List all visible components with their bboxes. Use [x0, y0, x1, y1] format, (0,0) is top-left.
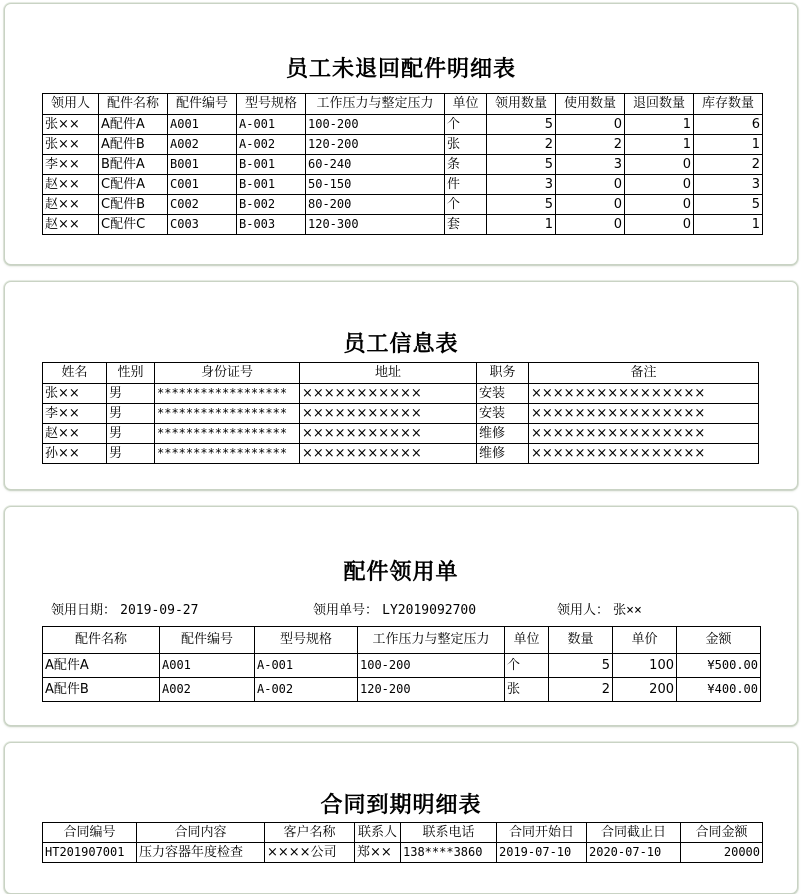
table-cell: A-001 [237, 115, 306, 135]
table-cell: 男 [107, 424, 155, 444]
table-cell: 李×× [43, 404, 107, 424]
table-cell: A-002 [237, 135, 306, 155]
table-cell: 张 [445, 135, 487, 155]
contract-expiry-table [42, 822, 763, 863]
table-cell: B-003 [237, 215, 306, 235]
table-cell: 120-300 [306, 215, 445, 235]
table-cell: 2 [556, 135, 625, 155]
employee-info-title: 员工信息表 [343, 331, 459, 357]
table-cell: 120-200 [358, 678, 505, 702]
column-header: 配件名称 [43, 627, 160, 654]
table-cell: 压力容器年度检查 [137, 843, 265, 863]
table-cell: A001 [160, 654, 255, 678]
column-header: 使用数量 [556, 94, 625, 115]
table-cell: 5 [487, 155, 556, 175]
table-cell: B-002 [237, 195, 306, 215]
table-cell: 1 [625, 135, 694, 155]
column-header: 姓名 [43, 363, 107, 384]
table-cell: 张×× [43, 115, 99, 135]
table-cell: 条 [445, 155, 487, 175]
table-cell: 个 [445, 195, 487, 215]
column-header: 库存数量 [694, 94, 763, 115]
column-header: 性别 [107, 363, 155, 384]
table-cell: 2 [694, 155, 763, 175]
table-cell: A-002 [255, 678, 358, 702]
table-cell: ****************** [155, 384, 300, 404]
column-header: 单位 [505, 627, 549, 654]
table-header-row [43, 823, 763, 843]
table-cell: 5 [694, 195, 763, 215]
table-cell: 安装 [477, 404, 529, 424]
table-cell: C001 [168, 175, 237, 195]
table-cell: C003 [168, 215, 237, 235]
column-header: 配件编号 [160, 627, 255, 654]
table-cell: 5 [487, 115, 556, 135]
table-cell: A001 [168, 115, 237, 135]
table-cell: 1 [694, 135, 763, 155]
table-header-row [43, 363, 759, 384]
table-cell: C配件C [99, 215, 168, 235]
column-header: 退回数量 [625, 94, 694, 115]
table-cell: A配件B [99, 135, 168, 155]
table-cell: ××××公司 [265, 843, 355, 863]
table-cell: 5 [487, 195, 556, 215]
table-cell: 2 [549, 678, 613, 702]
column-header: 身份证号 [155, 363, 300, 384]
column-header: 备注 [529, 363, 759, 384]
column-header: 金额 [677, 627, 761, 654]
table-cell: 6 [694, 115, 763, 135]
table-cell: 0 [556, 215, 625, 235]
table-cell: 个 [505, 654, 549, 678]
table-cell: A002 [168, 135, 237, 155]
table-cell: 100-200 [358, 654, 505, 678]
table-cell: ****************** [155, 444, 300, 464]
column-header: 工作压力与整定压力 [306, 94, 445, 115]
requisition-person [557, 599, 642, 618]
unreturned-parts-title: 员工未退回配件明细表 [285, 56, 516, 82]
requisition-order-label: 领用单号： [313, 603, 379, 618]
table-cell: 20000 [681, 843, 763, 863]
table-cell: B001 [168, 155, 237, 175]
column-header: 型号规格 [237, 94, 306, 115]
table-row [43, 195, 763, 215]
table-cell: 1 [694, 215, 763, 235]
table-cell: C002 [168, 195, 237, 215]
table-cell: 3 [556, 155, 625, 175]
table-cell: 3 [487, 175, 556, 195]
column-header: 工作压力与整定压力 [358, 627, 505, 654]
table-cell: A配件B [43, 678, 160, 702]
table-cell: ×××××××××××××××× [529, 404, 759, 424]
table-cell: 2020-07-10 [587, 843, 681, 863]
table-row [43, 424, 759, 444]
table-cell: B配件A [99, 155, 168, 175]
column-header: 数量 [549, 627, 613, 654]
column-header: 合同截止日 [587, 823, 681, 843]
table-cell: 0 [625, 175, 694, 195]
column-header: 职务 [477, 363, 529, 384]
table-cell: 0 [625, 215, 694, 235]
table-cell: 男 [107, 444, 155, 464]
table-row [43, 135, 763, 155]
requisition-date [51, 599, 198, 618]
table-cell: 5 [549, 654, 613, 678]
table-cell: 件 [445, 175, 487, 195]
panel-parts-requisition [4, 506, 798, 726]
table-cell: 套 [445, 215, 487, 235]
requisition-person-value: 张×× [613, 603, 642, 618]
table-cell: ×××××××××××××××× [529, 424, 759, 444]
table-cell: A配件A [43, 654, 160, 678]
requisition-date-value: 2019-09-27 [120, 603, 199, 618]
table-row [43, 175, 763, 195]
table-cell: ××××××××××× [300, 444, 477, 464]
table-cell: 李×× [43, 155, 99, 175]
column-header: 配件名称 [99, 94, 168, 115]
requisition-person-label: 领用人： [557, 603, 610, 618]
table-row [43, 444, 759, 464]
table-cell: 赵×× [43, 215, 99, 235]
table-cell: ×××××××××××××××× [529, 384, 759, 404]
table-cell: C配件A [99, 175, 168, 195]
table-cell: 张×× [43, 135, 99, 155]
column-header: 地址 [300, 363, 477, 384]
table-cell: 60-240 [306, 155, 445, 175]
column-header: 配件编号 [168, 94, 237, 115]
table-cell: 安装 [477, 384, 529, 404]
table-cell: A002 [160, 678, 255, 702]
table-cell: 0 [556, 175, 625, 195]
table-cell: 孙×× [43, 444, 107, 464]
table-cell: 2019-07-10 [497, 843, 587, 863]
requisition-table [42, 626, 761, 702]
table-cell: 3 [694, 175, 763, 195]
table-cell: 赵×× [43, 175, 99, 195]
table-cell: 张×× [43, 384, 107, 404]
contract-expiry-title: 合同到期明细表 [320, 792, 482, 818]
table-cell: 0 [556, 195, 625, 215]
table-cell: 郑×× [355, 843, 401, 863]
table-cell: 80-200 [306, 195, 445, 215]
table-row [43, 404, 759, 424]
column-header: 客户名称 [265, 823, 355, 843]
table-cell: ××××××××××× [300, 384, 477, 404]
table-cell: 120-200 [306, 135, 445, 155]
panel-contract-expiry [4, 742, 798, 894]
table-cell: B-001 [237, 175, 306, 195]
table-cell: 200 [613, 678, 677, 702]
column-header: 单价 [613, 627, 677, 654]
table-cell: ¥500.00 [677, 654, 761, 678]
column-header: 合同金额 [681, 823, 763, 843]
table-cell: 赵×× [43, 424, 107, 444]
table-row [43, 678, 761, 702]
panel-unreturned-parts [4, 3, 798, 265]
employee-info-table [42, 362, 759, 464]
requisition-date-label: 领用日期： [51, 603, 117, 618]
column-header: 合同开始日 [497, 823, 587, 843]
table-cell: 赵×× [43, 195, 99, 215]
table-cell: 2 [487, 135, 556, 155]
table-cell: ****************** [155, 424, 300, 444]
table-cell: ¥400.00 [677, 678, 761, 702]
table-cell: 50-150 [306, 175, 445, 195]
table-cell: 138****3860 [401, 843, 497, 863]
table-cell: A配件A [99, 115, 168, 135]
table-header-row [43, 627, 761, 654]
table-row [43, 115, 763, 135]
unreturned-parts-table [42, 93, 763, 235]
column-header: 联系人 [355, 823, 401, 843]
table-cell: 维修 [477, 424, 529, 444]
table-cell: 0 [625, 155, 694, 175]
table-row [43, 155, 763, 175]
table-cell: 维修 [477, 444, 529, 464]
column-header: 联系电话 [401, 823, 497, 843]
column-header: 型号规格 [255, 627, 358, 654]
table-cell: ×××××××××××××××× [529, 444, 759, 464]
table-cell: ××××××××××× [300, 424, 477, 444]
column-header: 合同编号 [43, 823, 137, 843]
table-cell: C配件B [99, 195, 168, 215]
column-header: 合同内容 [137, 823, 265, 843]
table-cell: 0 [556, 115, 625, 135]
table-cell: A-001 [255, 654, 358, 678]
table-row [43, 384, 759, 404]
column-header: 领用人 [43, 94, 99, 115]
table-cell: 1 [625, 115, 694, 135]
column-header: 单位 [445, 94, 487, 115]
table-cell: 男 [107, 404, 155, 424]
requisition-order-value: LY2019092700 [382, 603, 477, 618]
table-cell: B-001 [237, 155, 306, 175]
table-cell: ****************** [155, 404, 300, 424]
table-row [43, 654, 761, 678]
table-cell: 100 [613, 654, 677, 678]
requisition-title: 配件领用单 [343, 559, 459, 585]
table-cell: ××××××××××× [300, 404, 477, 424]
requisition-order-no [313, 599, 476, 618]
panel-employee-info [4, 281, 798, 490]
table-cell: 个 [445, 115, 487, 135]
table-cell: 男 [107, 384, 155, 404]
table-cell: 1 [487, 215, 556, 235]
table-row [43, 843, 763, 863]
column-header: 领用数量 [487, 94, 556, 115]
table-row [43, 215, 763, 235]
table-header-row [43, 94, 763, 115]
table-cell: 100-200 [306, 115, 445, 135]
table-cell: 张 [505, 678, 549, 702]
table-cell: HT201907001 [43, 843, 137, 863]
table-cell: 0 [625, 195, 694, 215]
